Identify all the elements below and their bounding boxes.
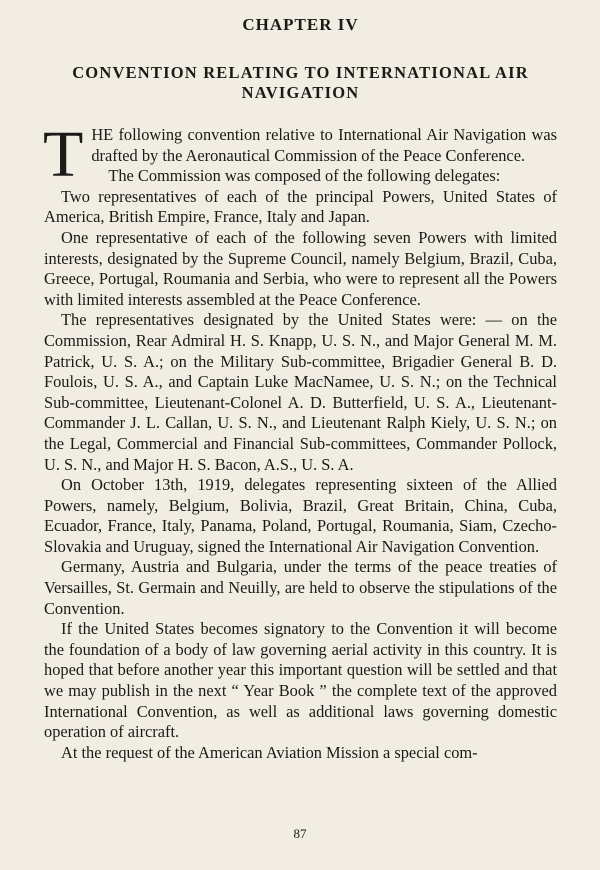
paragraph: On October 13th, 1919, delegates representing sixteen of the Allied Powers, namely, Belgium, Bolivia, Brazil, Great Britain, China, Cuba, Ecuador, France, Italy, Panama, Poland, Portugal, Roumania, Siam, Czecho-Slovakia and Uruguay, signed the International Air Navigation Convention. bbox=[44, 475, 557, 556]
drop-cap: T bbox=[43, 118, 84, 191]
paragraph: The representatives designated by the United States were: — on the Commission, Rear Admiral H. S. Knapp, U. S. N., and Major General M. M. Patrick, U. S. A.; on the Military Sub-committee, Brigadier General B. D. Foulois, U. S. A., and Captain Luke MacNamee, U. S. N.; on the Technical Sub-committee, Lieutenant-Colonel A. D. Butterfield, U. S. A., Lieutenant-Commander J. L. Callan, U. S. N., and Lieutenant Ralph Kiely, U. S. N.; on the Legal, Commercial and Financial Sub-committees, Commander Pollock, U. S. N., and Major H. S. Bacon, A.S., U. S. A. bbox=[44, 310, 557, 474]
paragraph: Germany, Austria and Bulgaria, under the terms of the peace treaties of Versailles, St. Germain and Neuilly, are held to observe the stipulations of the Convention. bbox=[44, 557, 557, 618]
chapter-title bbox=[44, 63, 557, 103]
paragraph: At the request of the American Aviation Mission a special com- bbox=[61, 742, 478, 762]
paragraph: If the United States becomes signatory to the Convention it will become the foundation of a body of law governing aerial activity in this country. It is hoped that before another year this important question will be settled and that we may publish in the next “ Year Book ” the complete text of the approved International Convention, as well as additional laws governing domestic operation of aircraft. bbox=[44, 619, 557, 742]
paragraph-text: HE following convention relative to International Air Navigation was drafted by the Aeronautical Commission of the Peace Conference. bbox=[91, 125, 557, 165]
chapter-heading: CHAPTER IV bbox=[242, 15, 359, 34]
paragraph: One representative of each of the following seven Powers with limited interests, designated by the Supreme Council, namely Belgium, Brazil, Cuba, Greece, Portugal, Roumania and Serbia, who were to represent all the Powers with limited interests assembled at the Peace Conference. bbox=[44, 227, 557, 309]
body-text bbox=[43, 118, 557, 763]
chapter-title-line: NAVIGATION bbox=[241, 83, 360, 102]
paragraph: The Commission was composed of the following delegates: bbox=[108, 166, 501, 186]
paragraph: Two representatives of each of the principal Powers, United States of America, British Empire, France, Italy and Japan. bbox=[44, 186, 557, 227]
chapter-title-line: CONVENTION RELATING TO INTERNATIONAL AIR bbox=[72, 63, 529, 82]
page-number: 87 bbox=[293, 826, 307, 841]
